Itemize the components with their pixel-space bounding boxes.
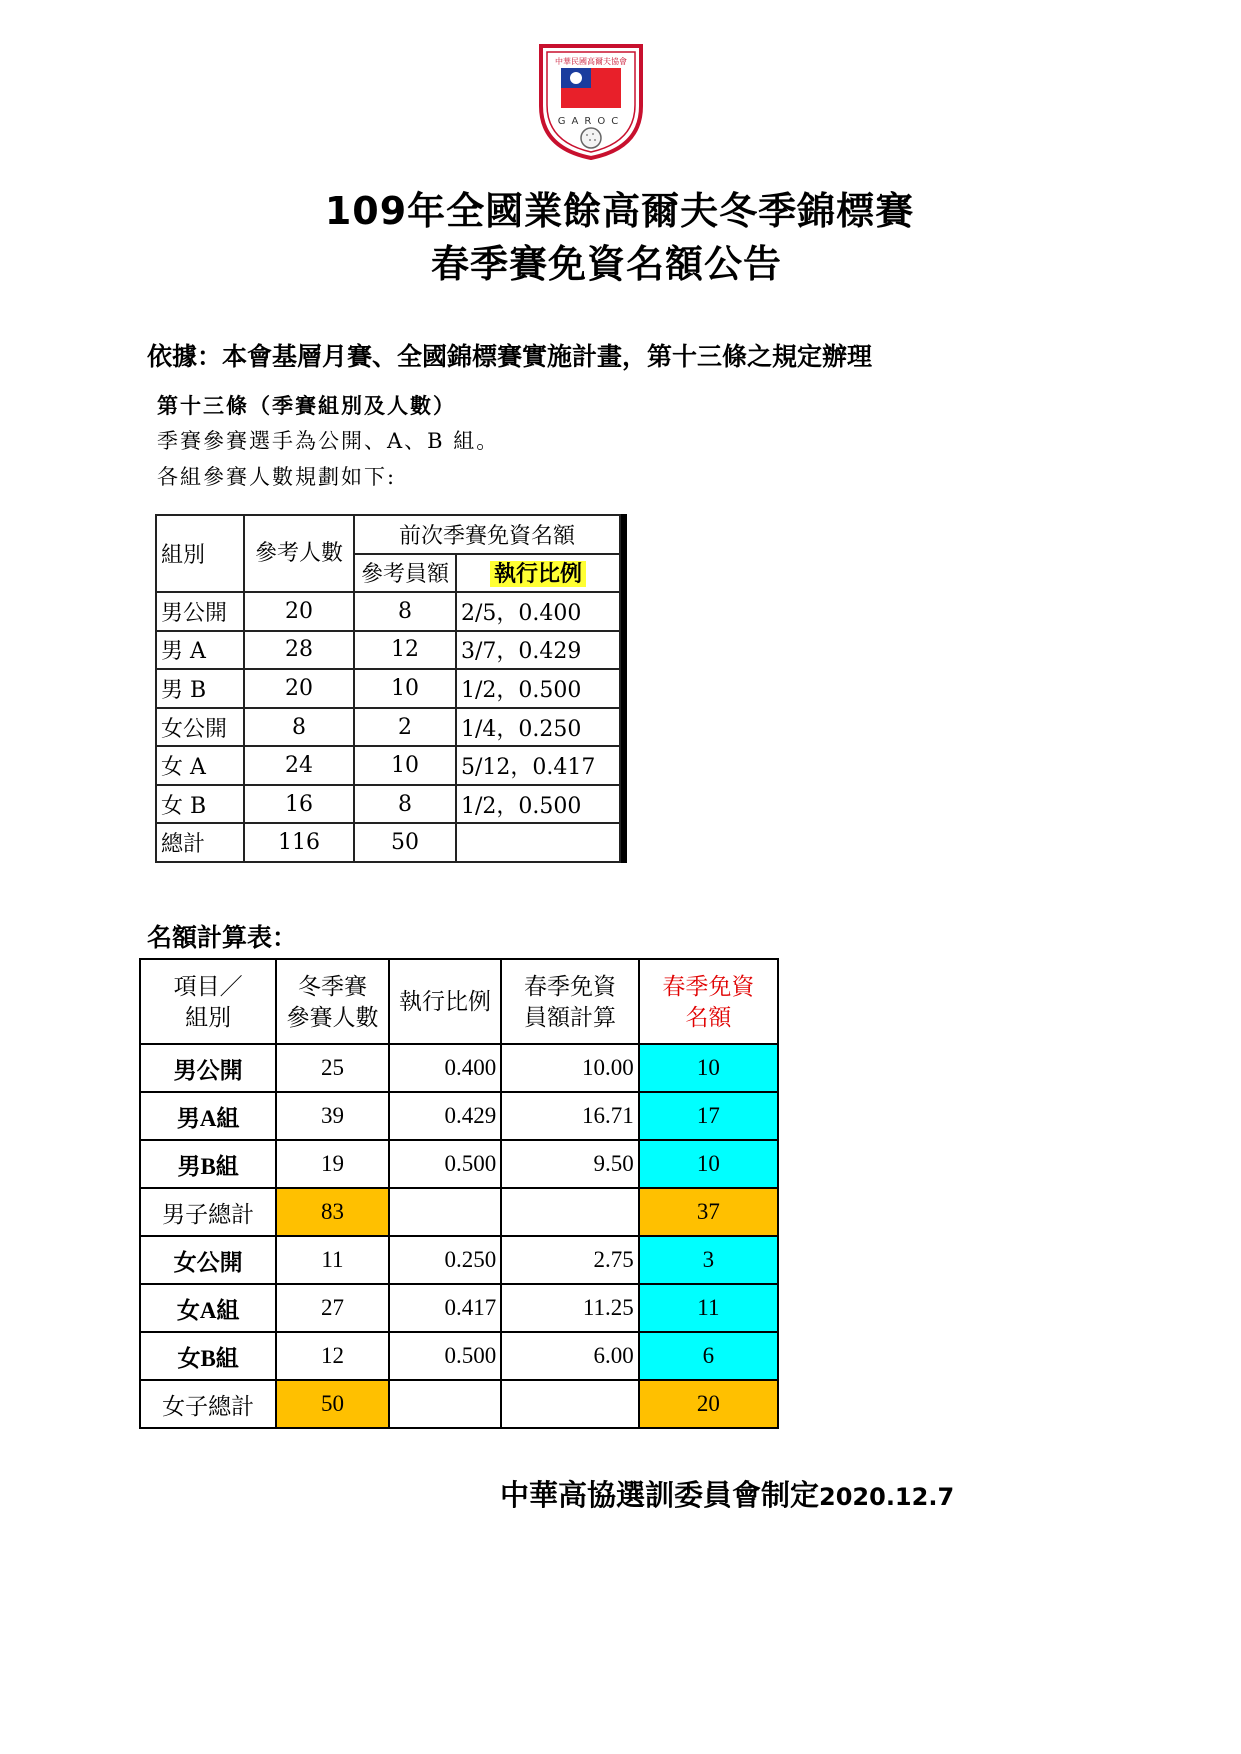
table-cell: 19	[276, 1140, 388, 1188]
article-line1: 季賽參賽選手為公開、A、B 組。	[157, 429, 500, 453]
table-cell: 女公開	[156, 708, 244, 747]
logo-acronym: GAROC	[557, 116, 625, 127]
table-cell: 10.00	[501, 1044, 638, 1092]
table-cell: 10	[639, 1140, 778, 1188]
table-cell: 2.75	[501, 1236, 638, 1284]
table-cell: 12	[354, 631, 456, 670]
table-cell: 12	[276, 1332, 388, 1380]
table-row	[140, 1236, 778, 1284]
table-cell: 女A組	[140, 1284, 276, 1332]
table-cell: 項目／ 組別	[140, 959, 276, 1044]
table-cell: 0.500	[389, 1140, 502, 1188]
ref-header-count: 參考人數	[244, 515, 354, 592]
table-row	[156, 823, 620, 862]
table-cell: 1/2，0.500	[456, 669, 620, 708]
table-cell: 5/12，0.417	[456, 746, 620, 785]
table-cell: 39	[276, 1092, 388, 1140]
table-cell: 8	[354, 592, 456, 631]
table-cell: 0.400	[389, 1044, 502, 1092]
table-cell: 11	[276, 1236, 388, 1284]
table-cell: 16	[244, 785, 354, 824]
table-cell: 27	[276, 1284, 388, 1332]
table-cell: 83	[276, 1188, 388, 1236]
footer-signature	[500, 1473, 954, 1514]
footer-date: 2020.12.7	[819, 1483, 955, 1511]
table-cell: 男B組	[140, 1140, 276, 1188]
table-cell: 24	[244, 746, 354, 785]
footer-text: 中華高協選訓委員會制定	[500, 1478, 820, 1512]
table-cell: 50	[276, 1380, 388, 1428]
table-cell: 男 B	[156, 669, 244, 708]
table-cell: 男 A	[156, 631, 244, 670]
table-cell: 女公開	[140, 1236, 276, 1284]
table-cell: 1/4，0.250	[456, 708, 620, 747]
ref-header-group: 組別	[156, 515, 244, 592]
table-cell: 0.429	[389, 1092, 502, 1140]
table-row	[140, 1140, 778, 1188]
table-cell: 春季免資 員額計算	[501, 959, 638, 1044]
table-cell: 男A組	[140, 1092, 276, 1140]
table-cell: 8	[354, 785, 456, 824]
golf-ball-icon	[581, 128, 601, 148]
table-header-row	[140, 959, 778, 1044]
table-cell: 3/7，0.429	[456, 631, 620, 670]
table-cell: 20	[244, 669, 354, 708]
table-cell: 6.00	[501, 1332, 638, 1380]
table-cell	[456, 823, 620, 862]
table-cell: 3	[639, 1236, 778, 1284]
table-cell: 女B組	[140, 1332, 276, 1380]
table-row	[140, 1332, 778, 1380]
table-cell: 女 B	[156, 785, 244, 824]
table-cell	[389, 1188, 502, 1236]
table-row	[156, 592, 620, 631]
table-cell	[501, 1380, 638, 1428]
table-cell: 11	[639, 1284, 778, 1332]
table-row	[140, 1044, 778, 1092]
table-cell: 20	[639, 1380, 778, 1428]
table-cell: 執行比例	[389, 959, 502, 1044]
table-cell: 總計	[156, 823, 244, 862]
table-cell: 17	[639, 1092, 778, 1140]
article-line2: 各組參賽人數規劃如下:	[157, 465, 397, 489]
table-cell: 男公開	[156, 592, 244, 631]
basis-text: 依據：本會基層月賽、全國錦標賽實施計畫，第十三條之規定辦理	[147, 342, 873, 371]
table-row	[156, 669, 620, 708]
table-cell: 2/5，0.400	[456, 592, 620, 631]
table-cell: 女子總計	[140, 1380, 276, 1428]
table-cell: 37	[639, 1188, 778, 1236]
table-cell: 10	[639, 1044, 778, 1092]
table-cell: 男公開	[140, 1044, 276, 1092]
table-row	[156, 708, 620, 747]
table-row	[156, 746, 620, 785]
table-cell: 10	[354, 746, 456, 785]
table-cell: 0.500	[389, 1332, 502, 1380]
table-cell: 1/2，0.500	[456, 785, 620, 824]
table-cell: 2	[354, 708, 456, 747]
table-cell: 10	[354, 669, 456, 708]
table-cell: 25	[276, 1044, 388, 1092]
table-row	[140, 1092, 778, 1140]
table-cell: 8	[244, 708, 354, 747]
table-cell: 28	[244, 631, 354, 670]
table-row	[140, 1284, 778, 1332]
article-heading: 第十三條（季賽組別及人數）	[157, 393, 456, 418]
title-line1: 109年全國業餘高爾夫冬季錦標賽	[324, 189, 915, 233]
table-cell: 女 A	[156, 746, 244, 785]
table-row-subtotal	[140, 1380, 778, 1428]
table-cell: 6	[639, 1332, 778, 1380]
table-cell: 116	[244, 823, 354, 862]
ref-header-prev: 前次季賽免資名額	[354, 515, 620, 554]
table-row	[156, 785, 620, 824]
table-cell: 冬季賽 參賽人數	[276, 959, 388, 1044]
table-cell: 9.50	[501, 1140, 638, 1188]
quota-calculation-table	[139, 958, 779, 1429]
table-row-subtotal	[140, 1188, 778, 1236]
table-cell: 春季免資 名額	[639, 959, 778, 1044]
table-cell: 0.417	[389, 1284, 502, 1332]
table-cell: 0.250	[389, 1236, 502, 1284]
garoc-logo	[535, 40, 647, 162]
reference-table	[155, 514, 627, 863]
table-cell: 20	[244, 592, 354, 631]
table-cell: 男子總計	[140, 1188, 276, 1236]
table-cell: 16.71	[501, 1092, 638, 1140]
calc-table-label: 名額計算表：	[147, 923, 298, 952]
table-cell: 11.25	[501, 1284, 638, 1332]
table-cell	[501, 1188, 638, 1236]
ref-header-quota: 參考員額	[354, 554, 456, 593]
table-row	[156, 631, 620, 670]
table-cell: 50	[354, 823, 456, 862]
title-line2: 春季賽免資名額公告	[430, 242, 782, 286]
table-cell	[389, 1380, 502, 1428]
logo-arc-text: 中華民國高爾夫協會	[555, 57, 627, 66]
ref-header-ratio: 執行比例	[456, 554, 620, 593]
